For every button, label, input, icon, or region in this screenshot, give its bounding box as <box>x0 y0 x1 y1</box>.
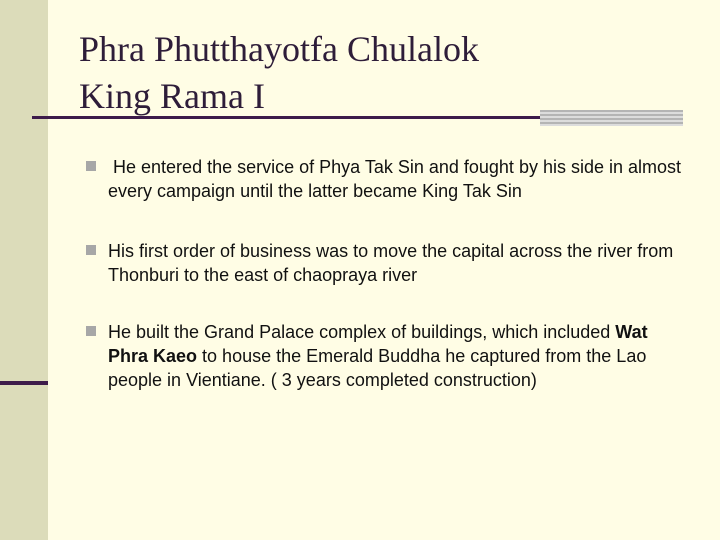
bullet-marker-icon <box>86 245 96 255</box>
left-band-rule <box>0 381 48 385</box>
left-decorative-band <box>0 0 48 540</box>
bullet-text: His first order of business was to move the capital across the river from Thonburi to the east of chaopraya river <box>108 241 674 285</box>
slide-title-line-1: Phra Phutthayotfa Chulalok <box>79 29 479 69</box>
bullet-text: He entered the service of Phya Tak Sin and fought by his side in almost every campaign until the latter became King Tak Sin <box>108 157 687 201</box>
bullet-marker-icon <box>86 161 96 171</box>
bullet-item-service <box>84 155 687 203</box>
bullet-item-capital <box>84 239 684 287</box>
title-underline-rule <box>32 116 540 119</box>
slide-title <box>79 26 479 120</box>
slide-title-line-2: King Rama I <box>79 76 265 116</box>
bullet-text <box>108 320 684 392</box>
bullet-text-after: to house the Emerald Buddha he captured from the Lao people in Vientiane. ( 3 years completed construction) <box>108 346 647 390</box>
title-rule-accent <box>540 110 683 126</box>
bullet-text-bold: Wat Phra Kaeo <box>108 322 648 366</box>
bullet-text-before: He built the Grand Palace complex of buildings, which included <box>108 322 616 342</box>
bullet-item-grand-palace <box>84 320 684 392</box>
bullet-marker-icon <box>86 326 96 336</box>
